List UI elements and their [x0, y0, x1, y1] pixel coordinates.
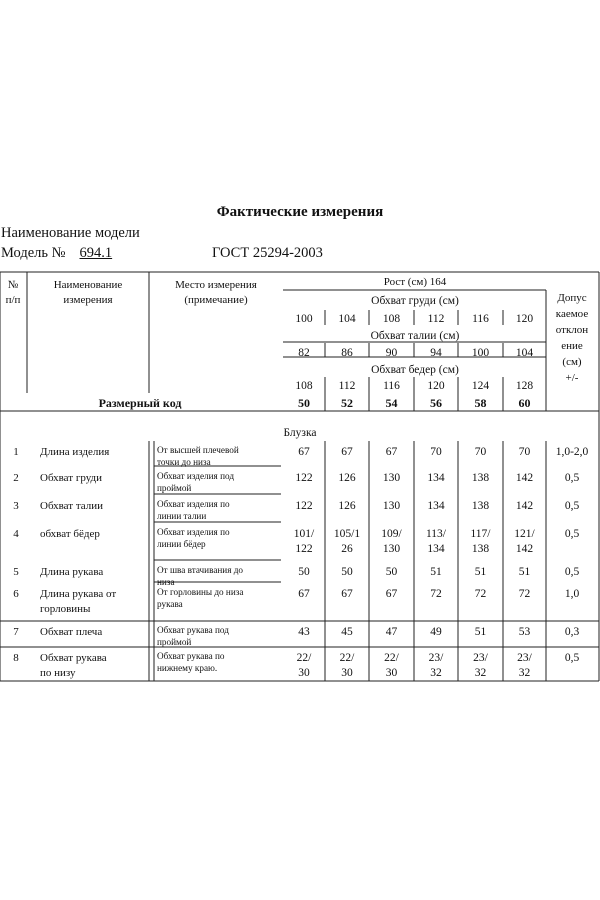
row-value: 122	[295, 472, 313, 484]
row-place: От высшей плечевой	[157, 445, 239, 455]
waist-value: 90	[385, 347, 398, 359]
size-code: 54	[385, 396, 398, 410]
row-value: 105/1	[333, 528, 361, 540]
row-tolerance: 0,5	[564, 500, 580, 512]
header-num: п/п	[5, 294, 21, 306]
row-value: 130	[382, 472, 401, 484]
row-value: 30	[298, 667, 310, 679]
header-chest: Обхват груди (см)	[371, 295, 459, 307]
row-value: 47	[385, 626, 398, 638]
waist-value: 94	[430, 347, 442, 359]
row-value: 67	[341, 446, 353, 458]
header-tolerance: Допус	[557, 292, 587, 304]
row-value: 130	[382, 500, 401, 512]
row-value: 43	[298, 626, 310, 638]
row-value: 72	[474, 588, 487, 600]
row-place: Обхват изделия по	[157, 499, 230, 509]
row-num: 7	[13, 626, 19, 638]
row-value: 70	[430, 446, 442, 458]
waist-value: 100	[471, 347, 490, 359]
row-name: Обхват талии	[40, 500, 104, 512]
header-name: Наименование	[53, 279, 123, 291]
row-name: Обхват груди	[40, 472, 102, 484]
row-place: нижнему краю.	[157, 663, 218, 673]
hips-value: 116	[383, 380, 400, 392]
row-place: От горловины до низа	[157, 587, 244, 597]
header-growth: Рост (см) 164	[383, 276, 447, 288]
row-value: 51	[518, 566, 531, 578]
size-code: 58	[474, 396, 487, 410]
row-value: 67	[298, 588, 310, 600]
model-label: Модель №	[1, 245, 66, 261]
row-value: 122	[295, 543, 313, 555]
header-name: измерения	[63, 294, 113, 306]
row-value: 32	[518, 667, 531, 679]
row-value: 109/	[381, 528, 402, 540]
row-value: 134	[427, 543, 445, 555]
row-num: 1	[13, 446, 19, 458]
row-value: 138	[471, 472, 490, 484]
row-value: 70	[518, 446, 531, 458]
row-value: 142	[515, 500, 534, 512]
row-value: 70	[474, 446, 487, 458]
row-value: 138	[471, 500, 490, 512]
gost-standard: ГОСТ 25294-2003	[212, 245, 323, 261]
header-waist: Обхват талии (см)	[370, 330, 460, 342]
row-value: 122	[295, 500, 313, 512]
row-place: проймой	[157, 483, 192, 493]
row-value: 50	[385, 566, 398, 578]
row-tolerance: 0,5	[564, 566, 580, 578]
size-code: 50	[298, 396, 310, 410]
row-value: 134	[427, 500, 445, 512]
row-value: 26	[341, 543, 353, 555]
chest-value: 112	[427, 313, 445, 325]
row-value: 67	[385, 446, 398, 458]
row-value: 67	[385, 588, 398, 600]
row-place: Обхват рукава под	[157, 625, 229, 635]
row-value: 23/	[473, 652, 488, 664]
row-num: 3	[13, 500, 19, 512]
row-value: 134	[427, 472, 445, 484]
hips-value: 108	[295, 380, 313, 392]
row-value: 30	[341, 667, 353, 679]
header-place: Место измерения	[175, 279, 257, 291]
header-tolerance: отклон	[555, 324, 589, 336]
row-value: 72	[518, 588, 531, 600]
row-place: Обхват рукава по	[157, 651, 225, 661]
row-tolerance: 1,0	[564, 588, 580, 600]
row-place: Обхват изделия по	[157, 527, 230, 537]
row-name: по низу	[40, 667, 76, 679]
hips-value: 112	[338, 380, 356, 392]
hips-value: 128	[515, 380, 534, 392]
row-value: 30	[385, 667, 398, 679]
row-value: 23/	[428, 652, 444, 664]
header-tolerance: каемое	[555, 308, 589, 320]
row-name: Длина рукава от	[40, 588, 117, 600]
row-value: 126	[338, 472, 356, 484]
row-value: 22/	[339, 652, 355, 664]
row-value: 22/	[296, 652, 312, 664]
chest-value: 120	[515, 313, 534, 325]
header-place: (примечание)	[184, 294, 248, 306]
row-name: Длина рукава	[40, 566, 104, 578]
row-tolerance: 0,5	[564, 472, 580, 484]
row-value: 113/	[425, 528, 447, 540]
chest-value: 104	[338, 313, 356, 325]
row-value: 50	[298, 566, 310, 578]
row-value: 126	[338, 500, 356, 512]
row-place: От шва втачивания до	[157, 565, 244, 575]
row-value: 101/	[293, 528, 315, 540]
waist-value: 86	[341, 347, 353, 359]
row-value: 22/	[384, 652, 399, 664]
chest-value: 116	[472, 313, 489, 325]
waist-value: 82	[298, 347, 310, 359]
row-value: 49	[430, 626, 442, 638]
model-name-label: Наименование модели	[1, 225, 140, 241]
size-code: 52	[341, 396, 353, 410]
row-num: 4	[13, 528, 19, 540]
row-place: точки до низа	[157, 457, 211, 467]
row-tolerance: 0,3	[564, 626, 580, 638]
header-tolerance: ение	[561, 340, 583, 352]
header-tolerance: +/-	[565, 372, 579, 384]
row-value: 67	[298, 446, 310, 458]
chest-value: 108	[382, 313, 401, 325]
row-name: Длина изделия	[40, 446, 110, 458]
row-value: 45	[341, 626, 353, 638]
model-number: 694.1	[79, 245, 113, 261]
row-place: линии бёдер	[157, 539, 206, 549]
row-value: 117/	[470, 528, 491, 540]
row-value: 51	[430, 566, 442, 578]
row-name: Обхват плеча	[40, 626, 103, 638]
row-tolerance: 0,5	[564, 652, 580, 664]
size-code: 56	[430, 396, 442, 410]
row-value: 67	[341, 588, 353, 600]
row-value: 138	[471, 543, 490, 555]
row-value: 130	[382, 543, 401, 555]
row-value: 32	[430, 667, 442, 679]
row-num: 2	[13, 472, 19, 484]
document-title: Фактические измерения	[216, 204, 384, 220]
waist-value: 104	[515, 347, 534, 359]
row-tolerance: 0,5	[564, 528, 580, 540]
row-place: низа	[157, 577, 175, 587]
row-name: горловины	[40, 603, 91, 615]
row-value: 72	[430, 588, 442, 600]
row-value: 23/	[517, 652, 532, 664]
header-hips: Обхват бедер (см)	[371, 364, 459, 376]
header-tolerance: (см)	[562, 356, 582, 368]
row-value: 142	[515, 543, 534, 555]
row-tolerance: 1,0-2,0	[555, 446, 589, 458]
chest-value: 100	[295, 313, 313, 325]
row-value: 53	[518, 626, 531, 638]
row-value: 50	[341, 566, 353, 578]
row-value: 32	[474, 667, 487, 679]
row-place: линии талии	[157, 511, 207, 521]
row-num: 6	[13, 588, 19, 600]
row-value: 142	[515, 472, 534, 484]
row-value: 121/	[514, 528, 535, 540]
hips-value: 120	[427, 380, 445, 392]
row-num: 5	[13, 566, 19, 578]
header-num: №	[7, 279, 19, 291]
row-place: рукава	[157, 599, 183, 609]
section-title: Блузка	[283, 427, 317, 439]
row-place: проймой	[157, 637, 192, 647]
row-name: обхват бёдер	[40, 528, 100, 540]
size-code: 60	[518, 396, 531, 410]
row-name: Обхват рукава	[40, 652, 107, 664]
row-place: Обхват изделия под	[157, 471, 234, 481]
header-size-code: Размерный код	[98, 396, 182, 410]
row-value: 51	[474, 566, 487, 578]
row-num: 8	[13, 652, 19, 664]
row-value: 51	[474, 626, 487, 638]
hips-value: 124	[471, 380, 490, 392]
